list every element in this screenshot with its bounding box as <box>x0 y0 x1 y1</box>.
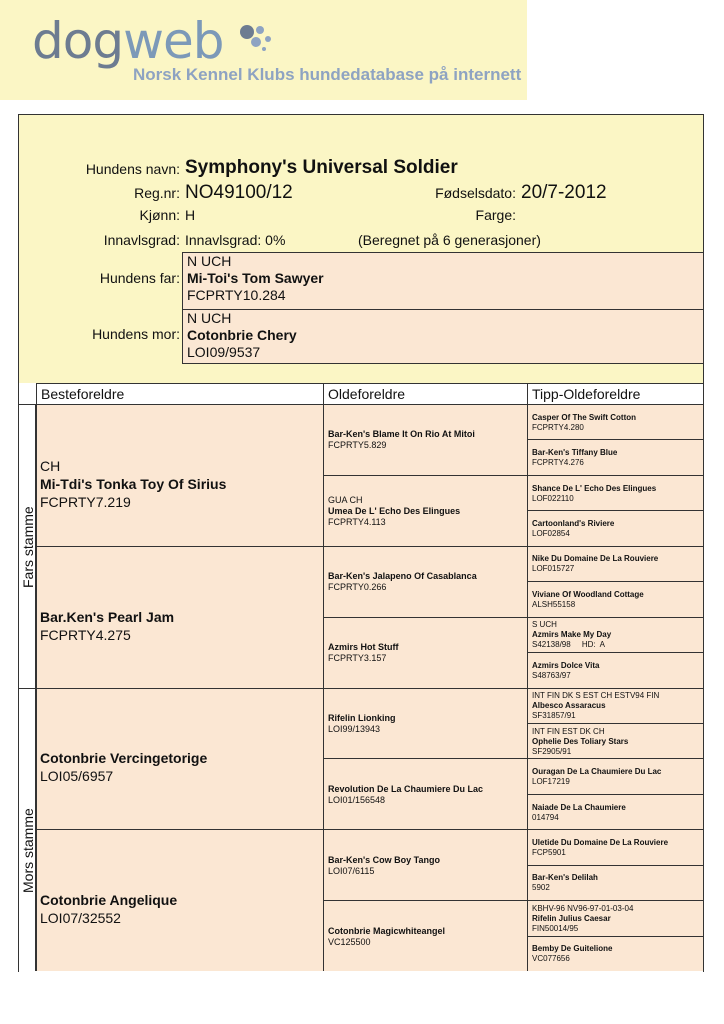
great-great-grandparent-cell[interactable] <box>527 829 703 864</box>
great-grandparent-reg: FCPRTY0.266 <box>328 582 387 593</box>
great-great-grandparent-reg: ALSH55158 <box>532 599 576 609</box>
great-great-grandparent-content <box>532 944 701 964</box>
great-great-grandparent-name[interactable]: Bar-Ken's Delilah <box>532 873 598 883</box>
father-label: Hundens far: <box>99 270 180 286</box>
great-great-grandparent-title: INT FIN DK S EST CH ESTV94 FIN <box>532 691 660 701</box>
great-grandparent-name[interactable]: Rifelin Lionking <box>328 712 396 723</box>
great-grandparent-cell[interactable] <box>323 688 527 759</box>
col-header-grandparents: Besteforeldre <box>36 384 323 404</box>
great-grandparent-reg: FCPRTY3.157 <box>328 653 387 664</box>
mother-reg: LOI09/9537 <box>187 344 261 360</box>
great-great-grandparent-content <box>532 484 701 504</box>
great-great-grandparent-reg: 5902 <box>532 883 550 893</box>
grandparent-content <box>40 749 321 785</box>
great-grandparent-name[interactable]: Umea De L' Echo Des Elingues <box>328 505 461 516</box>
grandparent-name[interactable]: Bar.Ken's Pearl Jam <box>40 608 175 625</box>
great-great-grandparent-cell[interactable] <box>527 936 703 971</box>
great-grandparent-name[interactable]: Revolution De La Chaumiere Du Lac <box>328 783 484 794</box>
grandparent-cell[interactable] <box>36 688 323 830</box>
great-great-grandparent-reg: LOF015727 <box>532 564 575 574</box>
reg-number: NO49100/12 <box>185 182 293 203</box>
great-great-grandparent-name[interactable]: Bar-Ken's Tiffany Blue <box>532 448 618 458</box>
great-great-grandparent-reg: VC077656 <box>532 954 570 964</box>
great-grandparent-cell[interactable] <box>323 758 527 829</box>
grandparent-name[interactable]: Cotonbrie Angelique <box>40 892 178 909</box>
great-grandparent-reg: VC125500 <box>328 936 371 947</box>
dogweb-logo[interactable] <box>32 12 223 70</box>
logo-web-text: web <box>123 12 224 70</box>
great-grandparent-name[interactable]: Cotonbrie Magicwhiteangel <box>328 925 446 936</box>
grandparent-content <box>40 891 321 927</box>
great-great-grandparent-reg: SF2905/91 <box>532 746 572 756</box>
father-name[interactable]: Mi-Toi's Tom Sawyer <box>187 270 324 286</box>
great-great-grandparent-cell[interactable] <box>527 581 703 616</box>
dog-name: Symphony's Universal Soldier <box>185 157 458 178</box>
reg-label: Reg.nr: <box>134 185 180 201</box>
grandparent-name[interactable]: Cotonbrie Vercingetorige <box>40 750 208 767</box>
great-great-grandparent-name[interactable]: Albesco Assaracus <box>532 701 606 711</box>
great-grandparent-cell[interactable] <box>323 475 527 546</box>
great-grandparent-reg: LOI07/6115 <box>328 865 375 876</box>
great-great-grandparent-reg: FCPRTY4.280 <box>532 422 584 432</box>
grandparent-content <box>40 457 321 511</box>
great-great-grandparent-content <box>532 691 701 721</box>
great-great-grandparent-name[interactable]: Bemby De Guitelione <box>532 944 613 954</box>
great-great-grandparent-title: KBHV-96 NV96-97-01-03-04 <box>532 903 634 913</box>
great-great-grandparent-cell[interactable] <box>527 758 703 793</box>
grandparent-name[interactable]: Mi-Tdi's Tonka Toy Of Sirius <box>40 475 227 492</box>
great-great-grandparent-content <box>532 413 701 433</box>
great-great-grandparent-cell[interactable] <box>527 652 703 687</box>
grandparent-cell[interactable] <box>36 404 323 546</box>
father-title: N UCH <box>187 253 232 269</box>
great-great-grandparent-reg: LOF022110 <box>532 493 574 503</box>
great-great-grandparent-name[interactable]: Nike Du Domaine De La Rouviere <box>532 554 659 564</box>
great-great-grandparent-content <box>532 727 701 757</box>
color-label: Farge: <box>475 207 516 223</box>
mother-label: Hundens mor: <box>92 326 180 342</box>
mother-name[interactable]: Cotonbrie Chery <box>187 327 297 343</box>
name-label: Hundens navn: <box>85 161 180 177</box>
col-header-great-grandparents: Oldeforeldre <box>323 384 527 404</box>
great-grandparent-content <box>328 642 525 664</box>
sex-value: H <box>185 207 196 223</box>
great-great-grandparent-reg: FCPRTY4.276 <box>532 458 584 468</box>
great-great-grandparent-name[interactable]: Naiade De La Chaumiere <box>532 802 626 812</box>
great-grandparent-name[interactable]: Bar-Ken's Jalapeno Of Casablanca <box>328 571 477 582</box>
great-great-grandparent-cell[interactable] <box>527 900 703 935</box>
mors-stamme-label: Mors stamme <box>20 808 36 893</box>
grandparent-cell[interactable] <box>36 829 323 971</box>
great-great-grandparent-content <box>532 838 701 858</box>
great-great-grandparent-content <box>532 803 701 823</box>
great-great-grandparent-name[interactable]: Viviane Of Woodland Cottage <box>532 589 644 599</box>
grandparent-content <box>40 608 321 644</box>
great-great-grandparent-name[interactable]: Azmirs Dolce Vita <box>532 660 600 670</box>
grandparent-reg: LOI05/6957 <box>40 768 114 785</box>
fars-stamme-label: Fars stamme <box>20 506 36 588</box>
great-grandparent-content <box>328 784 525 806</box>
great-great-grandparent-reg: LOF02854 <box>532 529 570 539</box>
birth-date: 20/7-2012 <box>521 182 607 203</box>
father-cell[interactable] <box>182 252 703 309</box>
inbreeding-value: Innavlsgrad: 0% <box>185 232 286 248</box>
great-great-grandparent-reg: LOF17219 <box>532 777 570 787</box>
header-corner <box>19 383 36 404</box>
father-reg: FCPRTY10.284 <box>187 287 286 303</box>
great-great-grandparent-cell[interactable] <box>527 439 703 474</box>
great-great-grandparent-reg: FCP5901 <box>532 847 566 857</box>
logo-dog-text: dog <box>32 12 124 70</box>
logo-dots-icon <box>238 24 278 54</box>
great-great-grandparent-content <box>532 448 701 468</box>
great-great-grandparent-name[interactable]: Ouragan De La Chaumiere Du Lac <box>532 767 662 777</box>
great-great-grandparent-content <box>532 519 701 539</box>
great-great-grandparent-content <box>532 554 701 574</box>
great-grandparent-reg: FCPRTY4.113 <box>328 516 386 527</box>
great-great-grandparent-content <box>532 661 701 681</box>
grandparent-reg: FCPRTY7.219 <box>40 493 131 510</box>
sex-label: Kjønn: <box>139 207 180 223</box>
great-grandparent-reg: LOI99/13943 <box>328 723 381 734</box>
inbreeding-note: (Beregnet på 6 generasjoner) <box>358 232 541 248</box>
great-grandparent-content <box>328 495 525 528</box>
great-grandparent-content <box>328 429 525 451</box>
great-great-grandparent-cell[interactable] <box>527 510 703 545</box>
great-great-grandparent-name[interactable]: Cartoonland's Riviere <box>532 519 615 529</box>
grandparent-reg: FCPRTY4.275 <box>40 626 131 643</box>
great-grandparent-cell[interactable] <box>323 546 527 617</box>
great-great-grandparent-content <box>532 904 701 934</box>
great-grandparent-title: GUA CH <box>328 494 363 505</box>
great-grandparent-name[interactable]: Bar-Ken's Cow Boy Tango <box>328 854 440 865</box>
great-grandparent-cell[interactable] <box>323 900 527 971</box>
great-great-grandparent-reg: S42138/98 HD: A <box>532 640 605 650</box>
inbreeding-label: Innavlsgrad: <box>103 232 180 248</box>
great-great-grandparent-name[interactable]: Casper Of The Swift Cotton <box>532 412 636 422</box>
great-grandparent-reg: LOI01/156548 <box>328 794 386 805</box>
great-great-grandparent-cell[interactable] <box>527 794 703 829</box>
birth-label: Fødselsdato: <box>435 185 516 201</box>
great-grandparent-cell[interactable] <box>323 404 527 475</box>
great-grandparent-reg: FCPRTY5.829 <box>328 440 387 451</box>
great-grandparent-content <box>328 926 525 948</box>
great-great-grandparent-cell[interactable] <box>527 404 703 439</box>
great-great-grandparent-name[interactable]: Shance De L' Echo Des Elingues <box>532 483 657 493</box>
great-grandparent-cell[interactable] <box>323 617 527 688</box>
great-great-grandparent-reg: S48763/97 <box>532 670 571 680</box>
tagline: Norsk Kennel Klubs hundedatabase på internett <box>133 65 522 84</box>
great-great-grandparent-cell[interactable] <box>527 475 703 510</box>
col-header-great-great-grandparents: Tipp-Oldeforeldre <box>527 384 703 404</box>
mother-cell[interactable] <box>182 309 703 364</box>
great-great-grandparent-reg: SF31857/91 <box>532 711 576 721</box>
great-grandparent-cell[interactable] <box>323 829 527 900</box>
great-great-grandparent-cell[interactable] <box>527 865 703 900</box>
great-great-grandparent-reg: 014794 <box>532 812 559 822</box>
great-great-grandparent-title: INT FIN EST DK CH <box>532 726 605 736</box>
great-grandparent-name[interactable]: Bar-Ken's Blame It On Rio At Mitoi <box>328 429 475 440</box>
great-grandparent-content <box>328 713 525 735</box>
great-grandparent-content <box>328 571 525 593</box>
great-great-grandparent-name[interactable]: Azmirs Make My Day <box>532 630 612 640</box>
great-grandparent-name[interactable]: Azmirs Hot Stuff <box>328 642 399 653</box>
great-great-grandparent-content <box>532 620 701 650</box>
great-great-grandparent-title: S UCH <box>532 620 557 630</box>
great-great-grandparent-cell[interactable] <box>527 617 703 652</box>
great-great-grandparent-content <box>532 873 701 893</box>
great-great-grandparent-cell[interactable] <box>527 546 703 581</box>
great-great-grandparent-content <box>532 590 701 610</box>
great-great-grandparent-name[interactable]: Uletide Du Domaine De La Rouviere <box>532 837 669 847</box>
mother-title: N UCH <box>187 310 232 326</box>
great-great-grandparent-name[interactable]: Ophelie Des Toliary Stars <box>532 736 629 746</box>
grandparent-reg: LOI07/32552 <box>40 910 121 927</box>
great-great-grandparent-cell[interactable] <box>527 688 703 723</box>
great-grandparent-content <box>328 855 525 877</box>
great-great-grandparent-content <box>532 767 701 787</box>
grandparent-title: CH <box>40 457 61 474</box>
grandparent-cell[interactable] <box>36 546 323 688</box>
great-great-grandparent-cell[interactable] <box>527 723 703 758</box>
great-great-grandparent-reg: FIN50014/95 <box>532 923 579 933</box>
great-great-grandparent-name[interactable]: Rifelin Julius Caesar <box>532 913 611 923</box>
